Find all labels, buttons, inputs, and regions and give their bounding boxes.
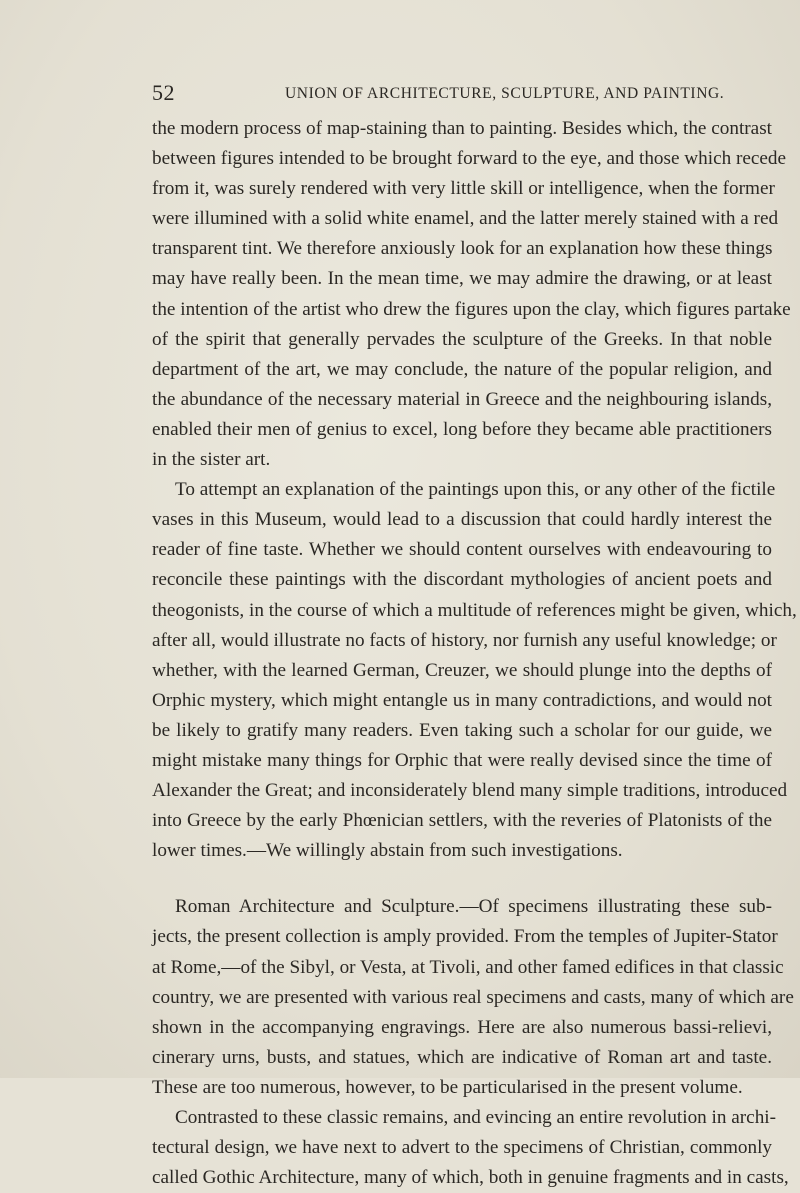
text-line: transparent tint. We therefore anxiously look for an explanation how these things	[152, 238, 773, 260]
paragraph	[152, 1103, 789, 1193]
text-line: the modern process of map-staining than to painting. Besides which, the contrast	[152, 118, 772, 139]
text-line: from it, was surely rendered with very little skill or intelligence, when the former	[152, 178, 775, 200]
text-line: may have really been. In the mean time, we may admire the drawing, or at least	[152, 268, 772, 290]
paragraph	[152, 892, 794, 1103]
text-line: might mistake many things for Orphic that were really devised since the time of	[152, 749, 772, 771]
text-line: after all, would illustrate no facts of history, nor furnish any useful knowledge; or	[152, 629, 777, 651]
text-line: be likely to gratify many readers. Even taking such a scholar for our guide, we	[152, 719, 772, 741]
text-line: enabled their men of genius to excel, long before they became able practitioners	[152, 418, 772, 440]
text-line: cinerary urns, busts, and statues, which are indicative of Roman art and taste.	[152, 1046, 772, 1068]
page-header	[152, 80, 752, 110]
text-line: into Greece by the early Phœnician settlers, with the reveries of Platonists of the	[152, 810, 772, 832]
page-number: 52	[152, 80, 175, 105]
text-line: whether, with the learned German, Creuzer, we should plunge into the depths of	[152, 659, 772, 681]
text-line: jects, the present collection is amply provided. From the temples of Jupiter-Stator	[152, 926, 778, 948]
text-line: Orphic mystery, which might entangle us in many contradictions, and would not	[152, 689, 772, 711]
text-line: at Rome,—of the Sibyl, or Vesta, at Tivoli, and other famed edifices in that classic	[152, 956, 784, 978]
paragraph	[152, 114, 791, 475]
text-line: reader of fine taste. Whether we should content ourselves with endeavouring to	[152, 539, 772, 561]
text-line: were illumined with a solid white enamel, and the latter merely stained with a red	[152, 208, 779, 230]
text-line: theogonists, in the course of which a multitude of references might be given, which,	[152, 599, 797, 621]
body-text	[152, 114, 797, 1193]
text-line: the intention of the artist who drew the figures upon the clay, which figures partake	[152, 298, 791, 320]
text-line: vases in this Museum, would lead to a discussion that could hardly interest the	[152, 509, 772, 531]
text-line: Roman Architecture and Sculpture.—Of specimens illustrating these sub-	[175, 896, 772, 918]
text-line: lower times.—We willingly abstain from such investigations.	[152, 840, 623, 862]
paragraph	[152, 475, 797, 866]
text-line: reconcile these paintings with the discordant mythologies of ancient poets and	[152, 569, 772, 591]
text-line: between figures intended to be brought forward to the eye, and those which recede	[152, 148, 787, 170]
text-line: To attempt an explanation of the paintings upon this, or any other of the fictile	[175, 479, 776, 501]
text-line: the abundance of the necessary material in Greece and the neighbouring islands,	[152, 388, 772, 410]
text-line: of the spirit that generally pervades the sculpture of the Greeks. In that noble	[152, 328, 772, 350]
text-line: Alexander the Great; and inconsiderately blend many simple traditions, introduced	[152, 780, 788, 802]
text-line: country, we are presented with various real specimens and casts, many of which are	[152, 986, 794, 1008]
text-line: tectural design, we have next to advert to the specimens of Christian, commonly	[152, 1137, 772, 1159]
text-line: in the sister art.	[152, 449, 271, 471]
text-line: department of the art, we may conclude, the nature of the popular religion, and	[152, 358, 772, 380]
text-line: Contrasted to these classic remains, and evincing an entire revolution in archi-	[175, 1107, 777, 1128]
section-gap	[152, 866, 772, 892]
text-line: called Gothic Architecture, many of which, both in genuine fragments and in casts,	[152, 1167, 789, 1189]
text-line: shown in the accompanying engravings. Here are also numerous bassi-relievi,	[152, 1016, 772, 1038]
running-head: UNION OF ARCHITECTURE, SCULPTURE, AND PAINTING.	[285, 85, 725, 102]
text-line: These are too numerous, however, to be particularised in the present volume.	[152, 1076, 743, 1098]
